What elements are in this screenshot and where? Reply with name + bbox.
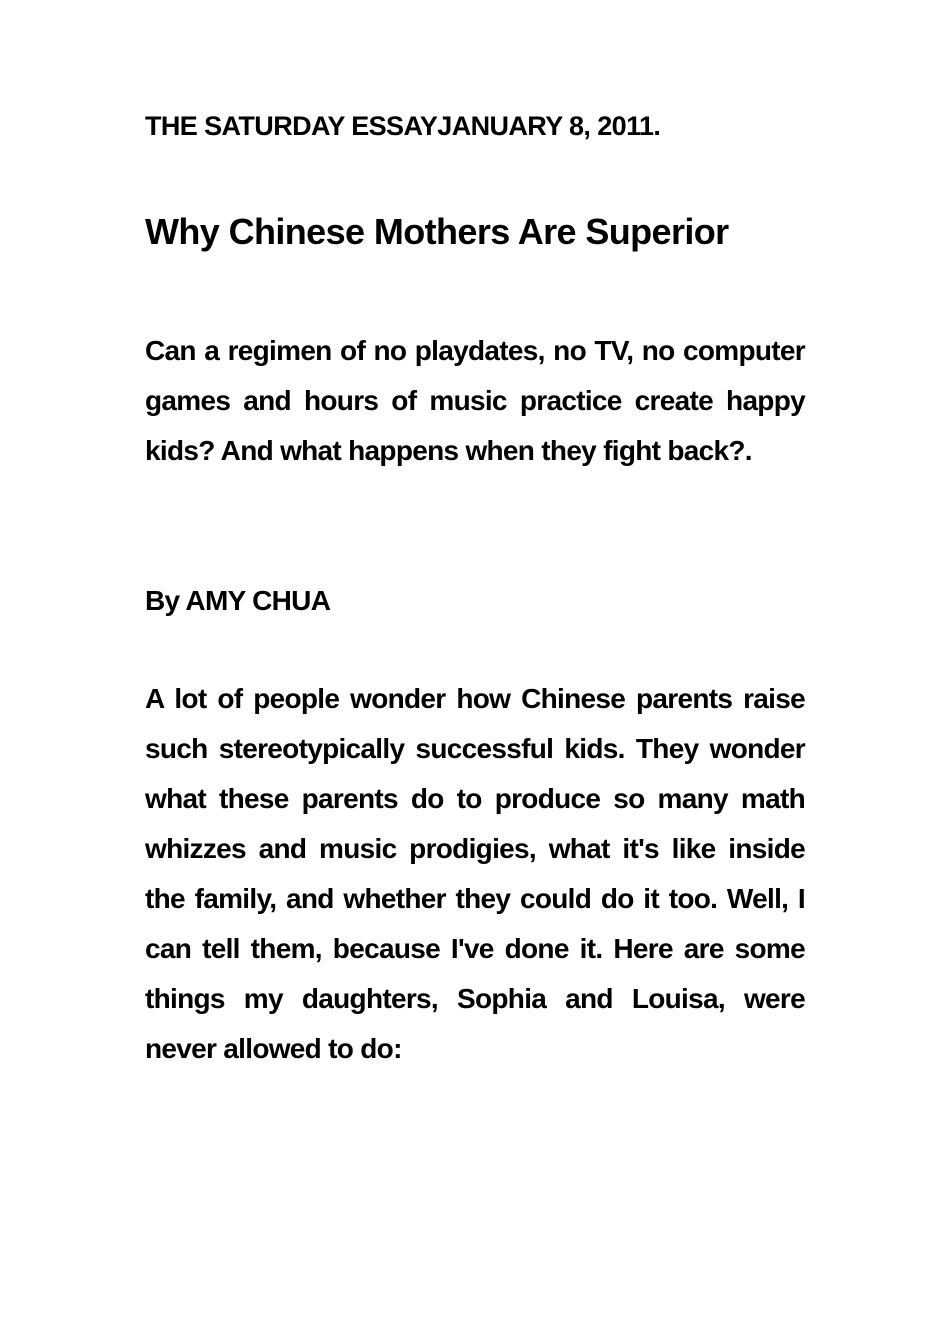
body-paragraph: A lot of people wonder how Chinese parents raise such stereotypically successful kids. They wonder what these parents do to produce so many math whizzes and music prodigies, what it's like inside the family, and whether they could do it too. Well, I can tell them, because I've done it. Here are some things my daughters, Sophia and Louisa, were never allowed to do: (145, 683, 805, 1064)
deck-subtitle: Can a regimen of no playdates, no TV, no computer games and hours of music practice create happy kids? And what happens when they fight back?. (145, 335, 805, 466)
headline: Why Chinese Mothers Are Superior (145, 211, 729, 252)
byline: By AMY CHUA (145, 585, 331, 616)
dateline: THE SATURDAY ESSAYJANUARY 8, 2011. (145, 111, 661, 141)
